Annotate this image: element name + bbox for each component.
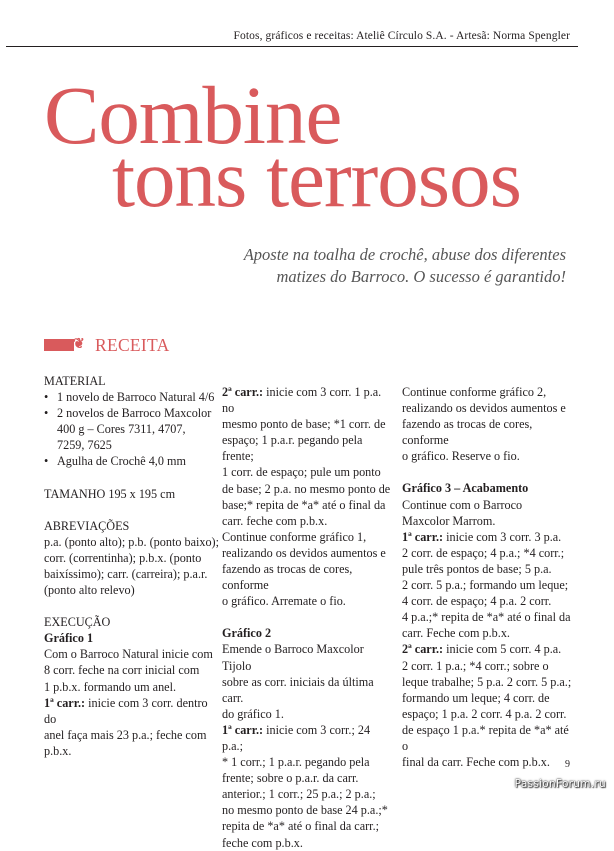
column-1 [44, 373, 219, 759]
section-label: RECEITA [95, 334, 170, 355]
material-list [44, 389, 219, 469]
photo-credit: Fotos, gráficos e receitas: Ateliê Círculo S.A. - Artesã: Norma Spengler [233, 30, 570, 42]
row-2-instructions: 2ª carr.: inicie com 3 corr. 1 p.a. no mesmo ponto de base; *1 corr. de espaço; 1 p.a.r. pegando pela frente; 1 corr. de espaço; pule um ponto de base; 2 p.a. no mesmo ponto de base;* repita de *a* até o final da carr. feche com p.b.x. Continue conforme gráfico 1, realizando os devidos aumentos e fazendo as trocas de cores, conforme o gráfico. Arremate o fio. [222, 385, 391, 609]
graph-3-row-2-instructions: 2ª carr.: inicie com 5 corr. 4 p.a. 2 corr. 1 p.a.; *4 corr.; sobre o leque trabalhe; 5 p.a. 2 corr. 5 p.a.; formando um leque; 4 corr. de espaço; 1 p.a. 2 corr. 4 p.a. 2 corr. de espaço 1 p.a.* repita de *a* até o final da carr. Feche com p.b.x. [402, 642, 572, 770]
page-number: 9 [565, 759, 570, 770]
execution-heading: EXECUÇÃO [44, 615, 111, 630]
list-item: • 1 novelo de Barroco Natural 4/6 [44, 389, 219, 405]
graph-2-row-1-instructions: 1ª carr.: inicie com 3 corr.; 24 p.a.; * 1 corr.; 1 p.a.r. pegando pela frente; sobre o p.a.r. da carr. anterior.; 1 corr.; 25 p.a.; 2 p.a.; no mesmo ponto de base 24 p.a.;* repita de *a* até o final da carr.; feche com p.b.x. [222, 722, 388, 850]
subtitle-line-1: Aposte na toalha de crochê, abuse dos diferentes [243, 245, 566, 264]
material-heading: MATERIAL [44, 374, 106, 388]
graph-3-row-1-instructions: 1ª carr.: inicie com 3 corr. 3 p.a. 2 corr. de espaço; 4 p.a.; *4 corr.; pule três pontos de base; 5 p.a. 2 corr. 5 p.a.; formando um leque; 4 corr. de espaço; 4 p.a. 2 corr. 4 p.a.;* repita de *a* até o final da carr. Feche com p.b.x. [402, 529, 571, 641]
list-item: • Agulha de Crochê 4,0 mm [44, 453, 219, 469]
header-divider [6, 46, 578, 47]
column-3 [402, 384, 572, 770]
title-line-1: Combine [44, 69, 342, 161]
graph-1-heading: Gráfico 1 [44, 631, 94, 646]
abbreviations-heading: ABREVIAÇÕES [44, 518, 130, 533]
subtitle-line-2: matizes do Barroco. O sucesso é garantido! [276, 267, 566, 286]
section-accent-bar [44, 339, 74, 351]
row-1-instructions: 1ª carr.: inicie com 3 corr. dentro do anel faça mais 23 p.a.; feche com p.b.x. [44, 695, 208, 758]
watermark: PassionForum.ru [514, 778, 606, 790]
column-2 [222, 384, 394, 851]
graph-2-text: Emende o Barroco Maxcolor Tijolo sobre as corr. iniciais da última carr. do gráfico 1. [222, 642, 374, 721]
ornament-icon: ❦ [73, 337, 85, 352]
graph-1-text: Com o Barroco Natural inicie com 8 corr. feche na corr inicial com 1 p.b.x. formando um anel. [44, 647, 213, 694]
size-text: TAMANHO 195 x 195 cm [44, 486, 176, 501]
graph-2-heading: Gráfico 2 [222, 626, 272, 641]
section-heading [44, 335, 170, 355]
subtitle [146, 244, 566, 288]
list-item: • 2 novelos de Barroco Maxcolor 400 g – Cores 7311, 4707, 7259, 7625 [44, 405, 219, 453]
graph-3-heading: Gráfico 3 – Acabamento [402, 481, 529, 496]
title-line-2: tons terrosos [112, 132, 521, 224]
abbreviations-text: p.a. (ponto alto); p.b. (ponto baixo); corr. (correntinha); p.b.x. (ponto baixíssimo); carr. (carreira); p.a.r. (ponto alto relevo) [44, 534, 219, 598]
graph-3-text: Continue com o Barroco Maxcolor Marrom. [402, 497, 523, 528]
graph-2-continuation: Continue conforme gráfico 2, realizando os devidos aumentos e fazendo as trocas de cores, conforme o gráfico. Reserve o fio. [402, 385, 566, 464]
